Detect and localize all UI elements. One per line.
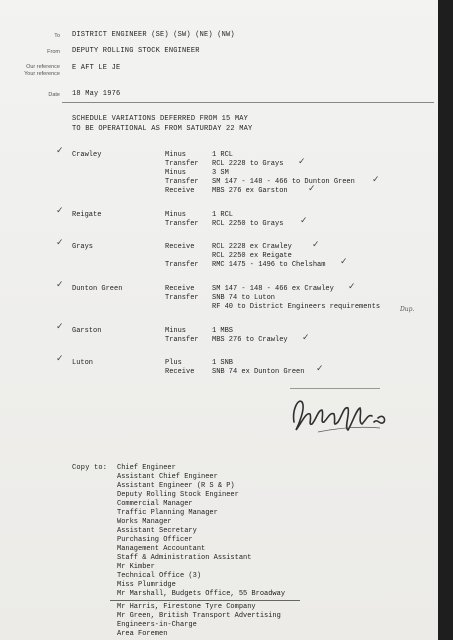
- item: RCL 2228 to Grays: [212, 160, 284, 168]
- check-mark-icon: ✓: [316, 364, 324, 374]
- action: Transfer: [165, 220, 199, 228]
- item: 1 SNB: [212, 359, 234, 367]
- subject-line-2: TO BE OPERATIONAL AS FROM SATURDAY 22 MAY: [72, 125, 253, 133]
- item: SNB 74 to Luton: [212, 294, 276, 302]
- recipient: Engineers-in-Charge: [117, 621, 197, 629]
- check-mark-icon: ✓: [300, 216, 308, 226]
- action: Transfer: [165, 178, 199, 186]
- date-value: 18 May 1976: [72, 90, 121, 98]
- recipient: Miss Plumridge: [117, 581, 176, 589]
- from-value: DEPUTY ROLLING STOCK ENGINEER: [72, 47, 200, 55]
- recipient: Mr Green, British Transport Advertising: [117, 612, 281, 620]
- action: Transfer: [165, 160, 199, 168]
- recipient: Mr Kimber: [117, 563, 155, 571]
- check-mark-icon: ✓: [308, 184, 316, 194]
- item: 1 RCL: [212, 151, 234, 159]
- action: Plus: [165, 359, 182, 367]
- check-mark-icon: ✓: [348, 282, 356, 292]
- recipient: Purchasing Officer: [117, 536, 193, 544]
- check-mark-icon: ✓: [312, 240, 320, 250]
- action: Minus: [165, 151, 187, 159]
- place-luton: Luton: [72, 359, 94, 367]
- place-garston: Garston: [72, 327, 102, 335]
- action: Transfer: [165, 261, 199, 269]
- item: 1 RCL: [212, 211, 234, 219]
- item: RMC 1475 - 1496 to Chelsham: [212, 261, 326, 269]
- item: RF 40 to District Engineers requirements: [212, 303, 381, 311]
- action: Transfer: [165, 336, 199, 344]
- scan-edge: [438, 0, 453, 640]
- recipient: Assistant Chief Engineer: [117, 473, 218, 481]
- page-fold-rule: [110, 600, 300, 601]
- item: MBS 276 ex Garston: [212, 187, 288, 195]
- item: SM 147 - 148 - 466 ex Crawley: [212, 285, 334, 293]
- recipient: Mr Harris, Firestone Tyre Company: [117, 603, 256, 611]
- date-label: Date: [48, 92, 60, 98]
- recipient: Deputy Rolling Stock Engineer: [117, 491, 239, 499]
- place-reigate: Reigate: [72, 211, 102, 219]
- signature-rule: [290, 388, 380, 389]
- action: Receive: [165, 243, 195, 251]
- place-grays: Grays: [72, 243, 94, 251]
- header-rule: [62, 102, 434, 103]
- recipient: Traffic Planning Manager: [117, 509, 218, 517]
- item: 1 MBS: [212, 327, 234, 335]
- check-mark-icon: ✓: [302, 333, 310, 343]
- recipient: Commercial Manager: [117, 500, 193, 508]
- item: 3 SM: [212, 169, 229, 177]
- check-mark-icon: ✓: [298, 157, 306, 167]
- check-mark-icon: ✓: [56, 354, 64, 364]
- recipient: Management Accountant: [117, 545, 206, 553]
- check-mark-icon: ✓: [56, 238, 64, 248]
- reference-value: E AFT LE JE: [72, 64, 121, 72]
- item: SM 147 - 148 - 466 to Dunton Green: [212, 178, 355, 186]
- recipient: Area Foremen: [117, 630, 168, 638]
- check-mark-icon: ✓: [56, 146, 64, 156]
- check-mark-icon: ✓: [56, 280, 64, 290]
- place-dunton-green: Dunton Green: [72, 285, 123, 293]
- from-label: From: [47, 49, 60, 55]
- copy-to-label: Copy to:: [72, 464, 108, 472]
- action: Receive: [165, 368, 195, 376]
- place-crawley: Crawley: [72, 151, 102, 159]
- to-value: DISTRICT ENGINEER (SE) (SW) (NE) (NW): [72, 31, 235, 39]
- check-mark-icon: ✓: [372, 175, 380, 185]
- recipient: Staff & Administration Assistant: [117, 554, 252, 562]
- recipient: Assistant Secretary: [117, 527, 197, 535]
- item: RCL 2250 ex Reigate: [212, 252, 292, 260]
- recipient: Technical Office (3): [117, 572, 202, 580]
- your-reference-label: Your reference: [24, 71, 60, 77]
- recipient: Assistant Engineer (R S & P): [117, 482, 235, 490]
- our-reference-label: Our reference: [26, 64, 60, 70]
- to-label: To: [54, 33, 60, 39]
- action: Minus: [165, 327, 187, 335]
- signature: [288, 392, 398, 440]
- check-mark-icon: ✓: [340, 257, 348, 267]
- action: Transfer: [165, 294, 199, 302]
- item: RCL 2228 ex Crawley: [212, 243, 292, 251]
- item: SNB 74 ex Dunton Green: [212, 368, 305, 376]
- action: Receive: [165, 285, 195, 293]
- item: RCL 2250 to Grays: [212, 220, 284, 228]
- recipient: Mr Marshall, Budgets Office, 55 Broadway: [117, 590, 286, 598]
- check-mark-icon: ✓: [56, 322, 64, 332]
- action: Minus: [165, 169, 187, 177]
- action: Receive: [165, 187, 195, 195]
- recipient: Works Manager: [117, 518, 172, 526]
- subject-line-1: SCHEDULE VARIATIONS DEFERRED FROM 15 MAY: [72, 115, 249, 123]
- check-mark-icon: ✓: [56, 206, 64, 216]
- margin-note: Dup.: [400, 306, 415, 313]
- item: MBS 276 to Crawley: [212, 336, 288, 344]
- recipient: Chief Engineer: [117, 464, 176, 472]
- action: Minus: [165, 211, 187, 219]
